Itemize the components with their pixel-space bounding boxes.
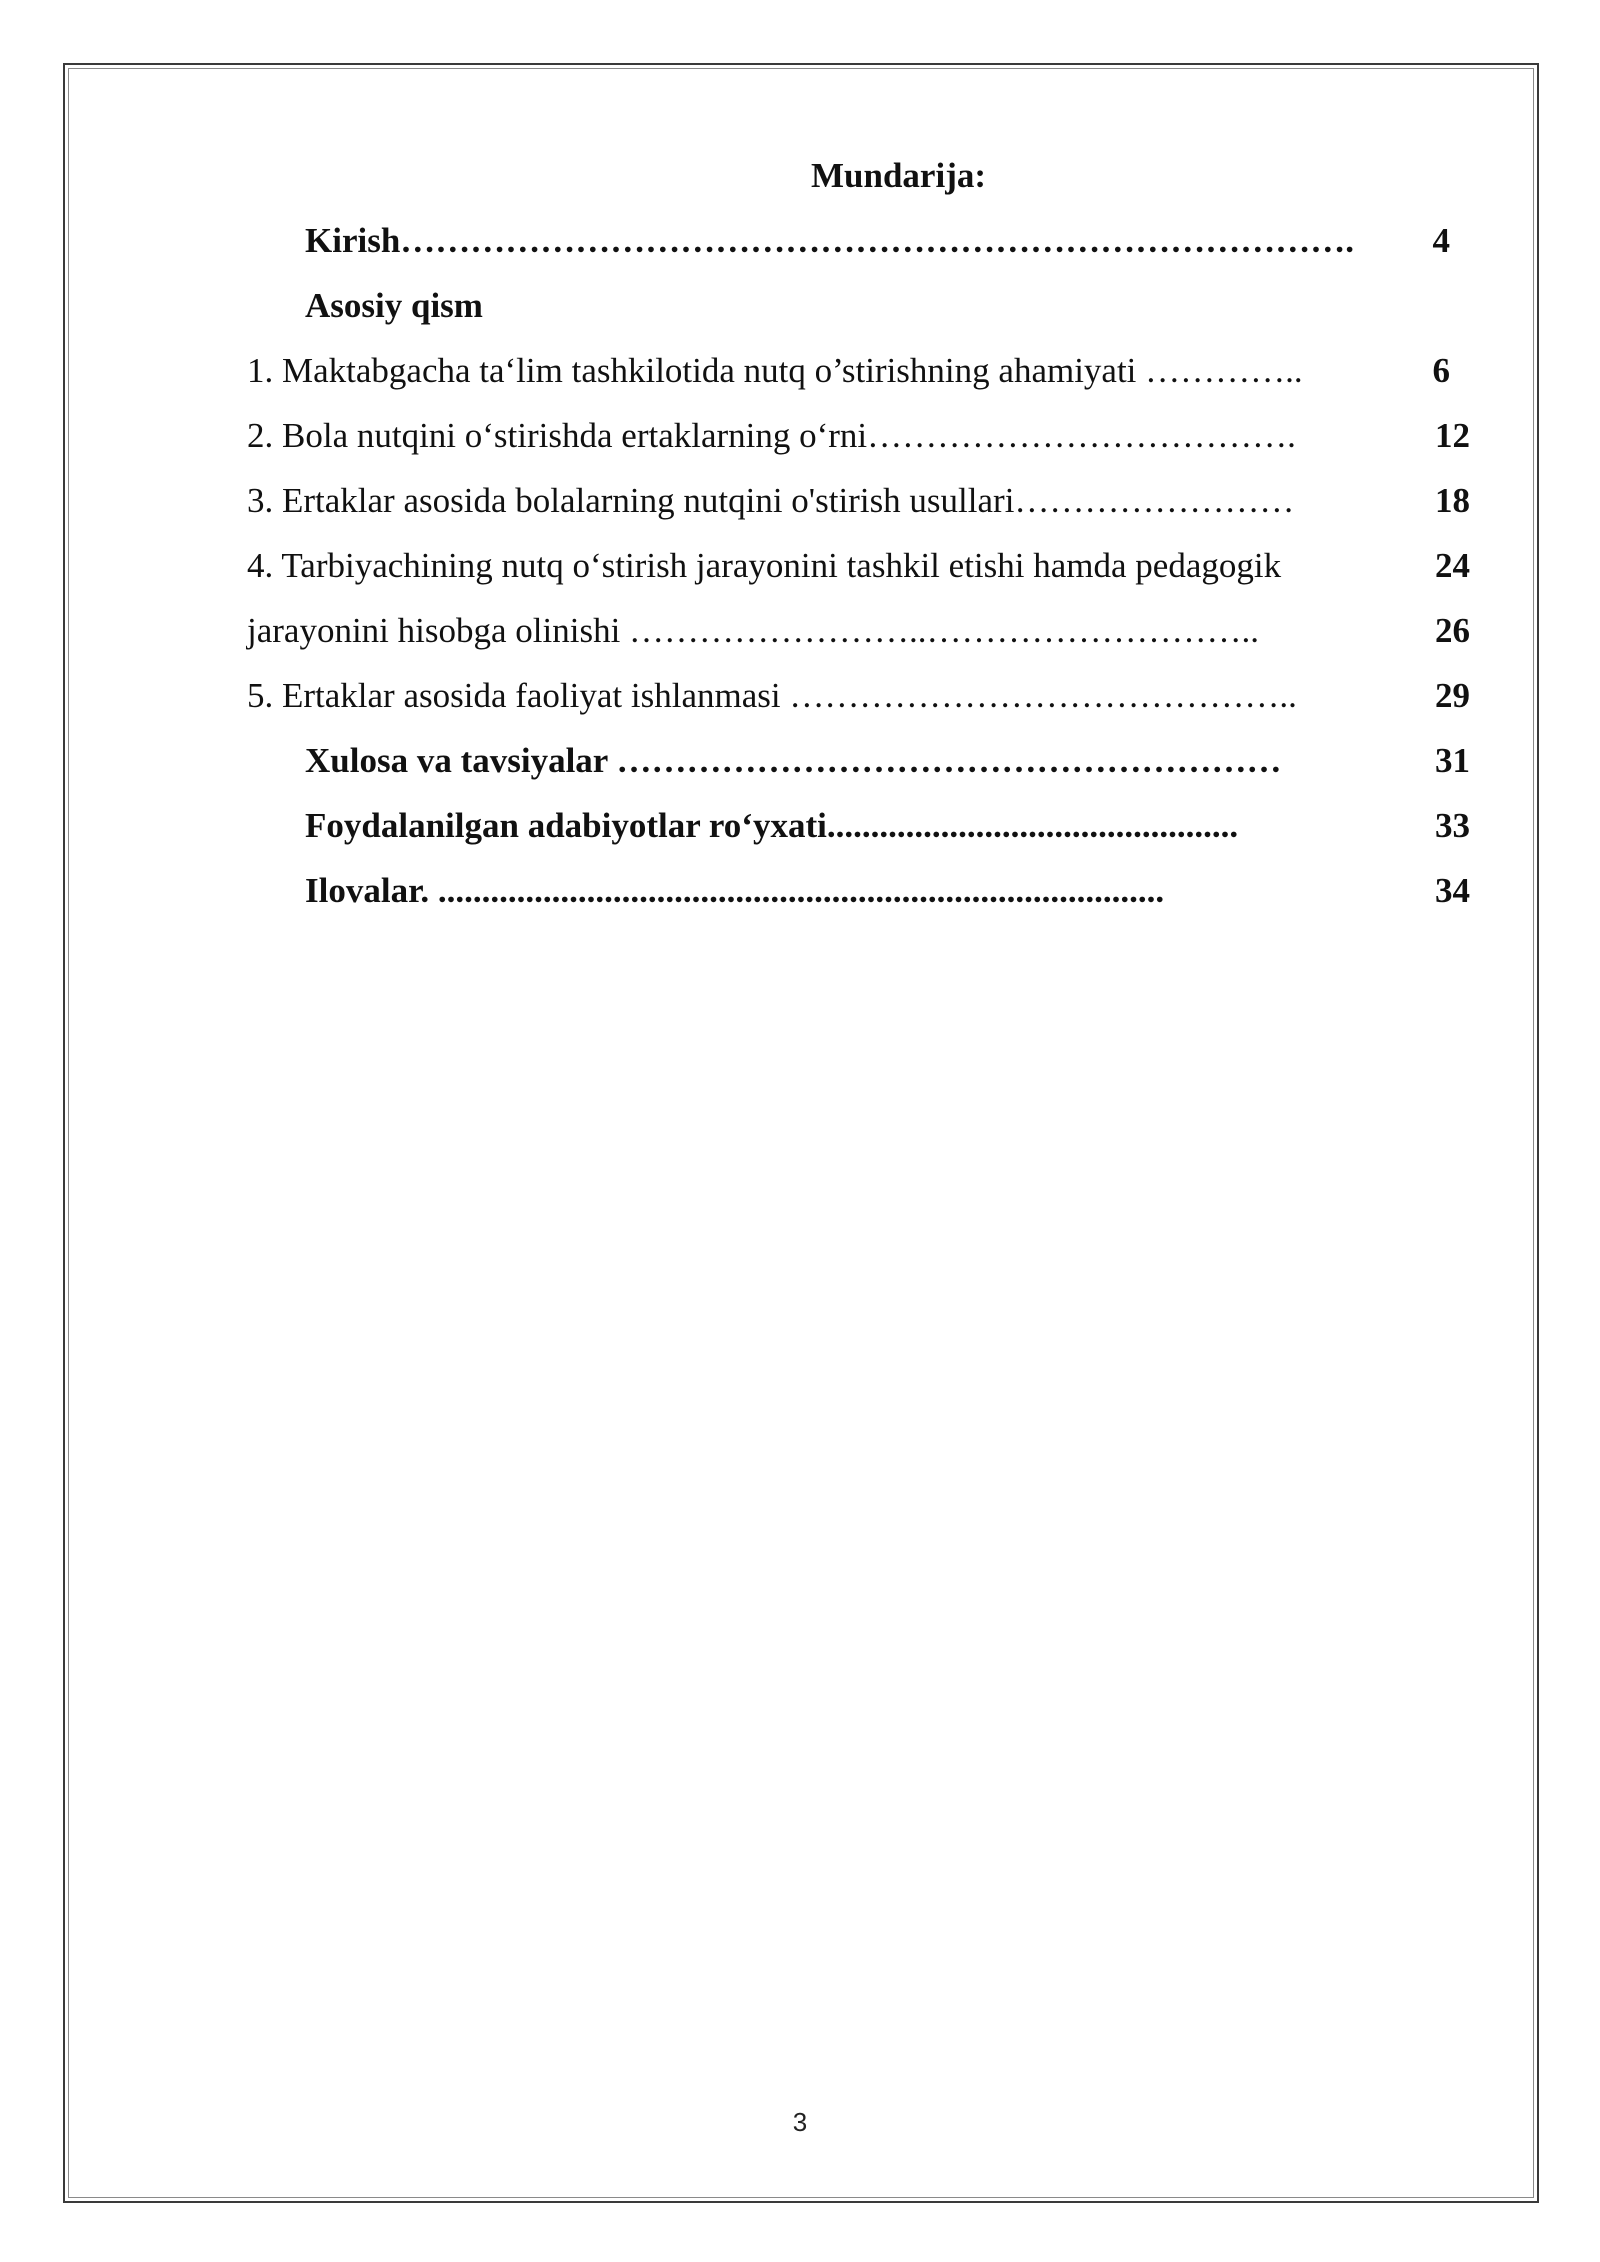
toc-entry-4-continued (0, 605, 1600, 657)
toc-entry-2 (0, 410, 1600, 462)
toc-entry-4 (0, 540, 1600, 592)
toc-entry-page: 18 (1435, 481, 1470, 520)
toc-entry-text: Foydalanilgan adabiyotlar ro‘yxati............................................... (305, 806, 1239, 845)
toc-entry-text: Kirish………………………………………………………………………. (305, 221, 1355, 260)
toc-entry-page: 29 (1435, 676, 1470, 715)
toc-section-heading (0, 280, 1600, 332)
toc-entry-text: Ilovalar. ................................................................................... (305, 871, 1165, 910)
toc-entry-page: 26 (1435, 611, 1470, 650)
toc-entry-kirish (0, 215, 1600, 267)
toc-entry-text: 3. Ertaklar asosida bolalarning nutqini o'stirish usullari…………………… (247, 481, 1295, 520)
toc-entry-text: 4. Tarbiyachining nutq o‘stirish jarayonini tashkil etishi hamda pedagogik (247, 546, 1282, 585)
toc-entry-3 (0, 475, 1600, 527)
toc-entry-text: Xulosa va tavsiyalar ………………………………………………… (305, 741, 1282, 780)
toc-entry-page: 33 (1435, 806, 1470, 845)
toc-entry-references (0, 800, 1600, 852)
toc-entry-page: 12 (1435, 416, 1470, 455)
toc-entry-text: 5. Ertaklar asosida faoliyat ishlanmasi …………………………………….. (247, 676, 1297, 715)
toc-entry-text: jarayonini hisobga olinishi ……………………..……………………….. (247, 611, 1260, 650)
toc-entry-text: 1. Maktabgacha ta‘lim tashkilotida nutq o’stirishning ahamiyati ………….. (247, 351, 1303, 390)
toc-entry-text: Asosiy qism (305, 286, 483, 325)
toc-entry-appendices (0, 865, 1600, 917)
toc-entry-text: 2. Bola nutqini o‘stirishda ertaklarning o‘rni………………………………. (247, 416, 1296, 455)
toc-entry-page: 4 (1432, 221, 1450, 260)
toc-entry-xulosa (0, 735, 1600, 787)
toc-entry-page: 6 (1432, 351, 1450, 390)
page-number: 3 (792, 2107, 808, 2137)
toc-entry-5 (0, 670, 1600, 722)
toc-entry-page: 34 (1435, 871, 1470, 910)
toc-title: Mundarija: (811, 156, 986, 195)
toc-entry-page: 24 (1435, 546, 1470, 585)
toc-entry-page: 31 (1435, 741, 1470, 780)
toc-entry-1 (0, 345, 1600, 397)
